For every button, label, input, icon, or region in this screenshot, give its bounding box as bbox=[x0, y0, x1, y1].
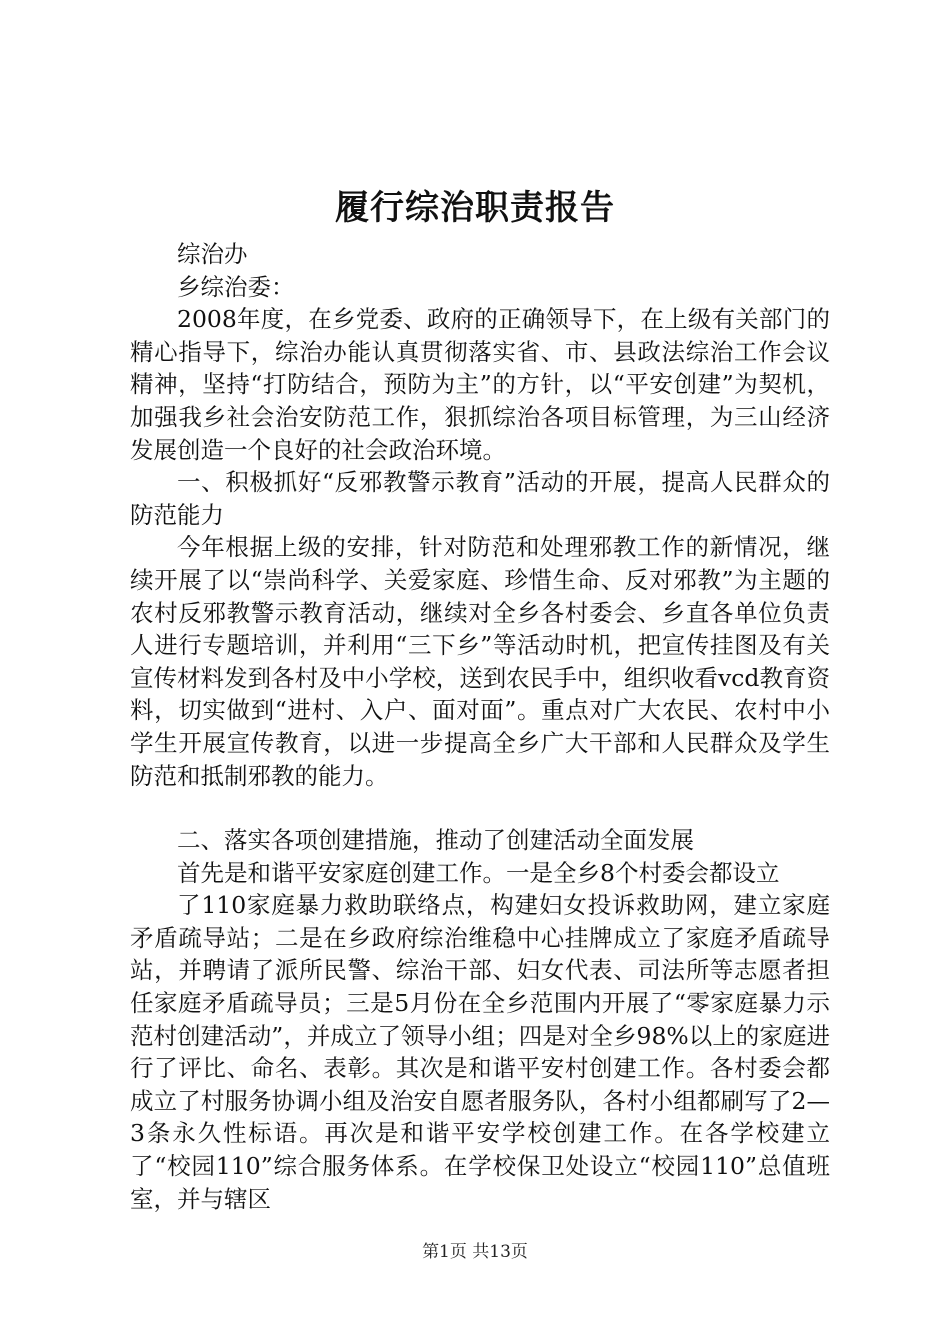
paragraph-section-2-continued: 了110家庭暴力救助联络点，构建妇女投诉救助网，建立家庭矛盾疏导站；二是在乡政府综治维稳中心挂牌成立了家庭矛盾疏导站，并聘请了派所民警、综治干部、妇女代表、司法所等志愿者担任家庭矛盾疏导员；三是5月份在全乡范围内开展了“零家庭暴力示范村创建活动”，并成立了领导小组；四是对全乡98%以上的家庭进行了评比、命名、表彰。其次是和谐平安村创建工作。各村委会都成立了村服务协调小组及治安自愿者服务队，各村小组都刷写了2—3条永久性标语。再次是和谐平安学校创建工作。在各学校建立了“校园110”综合服务体系。在学校保卫处设立“校园110”总值班室，并与辖区 bbox=[130, 891, 830, 1213]
section-heading-2: 二、落实各项创建措施，推动了创建活动全面发展 bbox=[177, 826, 694, 855]
document-title: 履行综治职责报告 bbox=[335, 188, 615, 228]
paragraph-intro: 2008年度，在乡党委、政府的正确领导下，在上级有关部门的精心指导下，综治办能认真贯彻落实省、市、县政法综治工作会议精神，坚持“打防结合，预防为主”的方针，以“平安创建”为契机，加强我乡社会治安防范工作，狠抓综治各项目标管理，为三山经济发展创造一个良好的社会政治环境。 bbox=[130, 305, 830, 464]
page-number: 第1页 共13页 bbox=[422, 1242, 528, 1262]
paragraph-recipient-office: 综治办 bbox=[177, 240, 248, 268]
document-body bbox=[130, 238, 830, 1215]
paragraph-section-2-start: 首先是和谐平安家庭创建工作。一是全乡8个村委会都设立 bbox=[177, 858, 780, 887]
paragraph-recipient-committee: 乡综治委： bbox=[177, 272, 295, 301]
section-heading-1: 一、积极抓好“反邪教警示教育”活动的开展，提高人民群众的防范能力 bbox=[130, 468, 830, 529]
paragraph-section-1: 今年根据上级的安排，针对防范和处理邪教工作的新情况，继续开展了以“崇尚科学、关爱家庭、珍惜生命、反对邪教”为主题的农村反邪教警示教育活动，继续对全乡各村委会、乡直各单位负责人进行专题培训，并利用“三下乡”等活动时机，把宣传挂图及有关宣传材料发到各村及中小学校，送到农民手中，组织收看vcd教育资料，切实做到“进村、入户、面对面”。重点对广大农民、农村中小学生开展宣传教育，以进一步提高全乡广大干部和人民群众及学生防范和抵制邪教的能力。 bbox=[130, 533, 830, 790]
